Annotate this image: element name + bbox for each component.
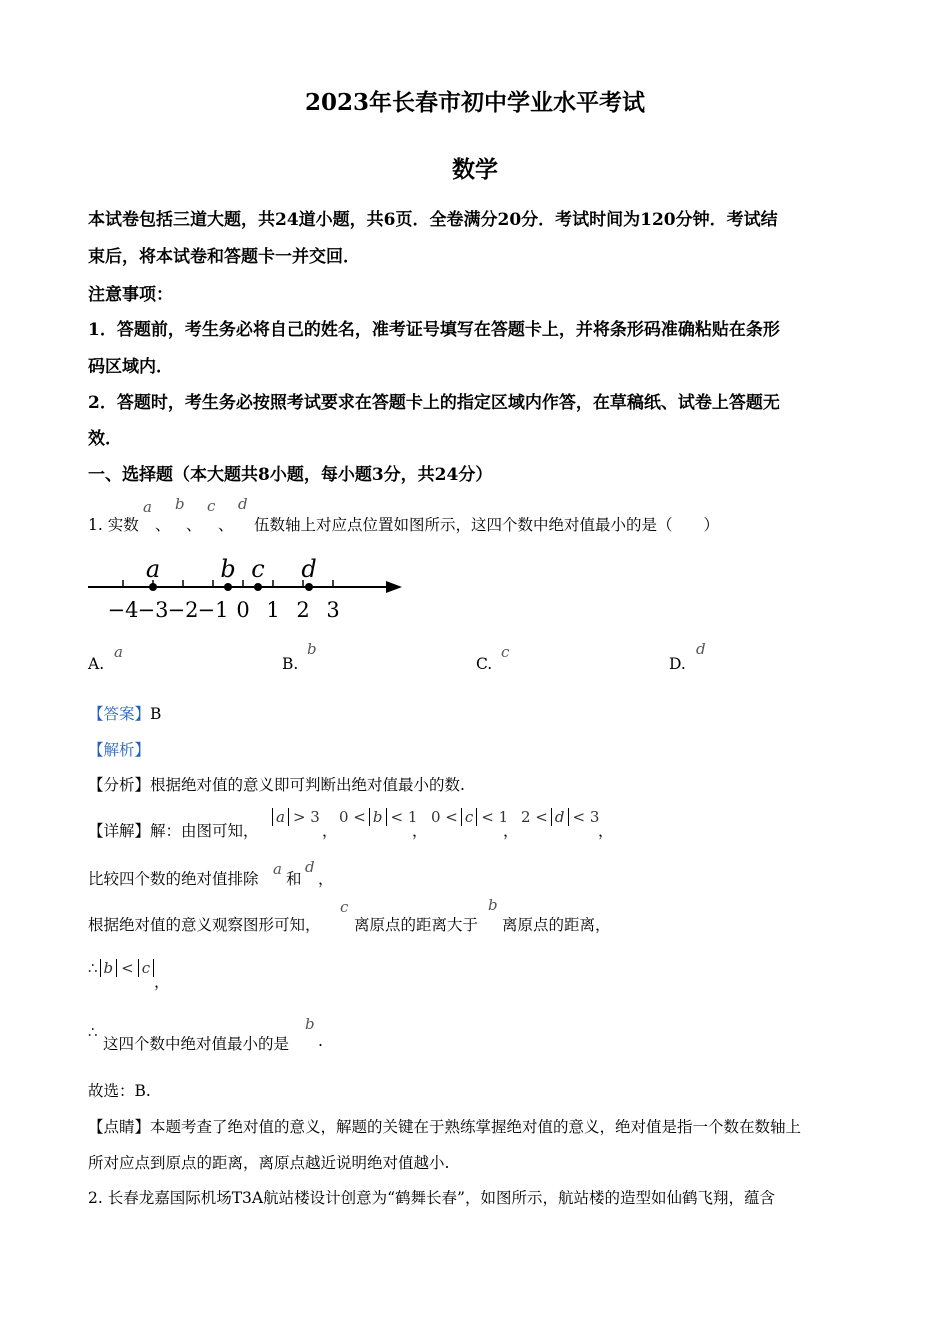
math-a-1: a — [272, 808, 285, 826]
math-lhs-3: 0 < — [431, 808, 458, 826]
q1-suffix: 伍数轴上对应点位置如图所示，这四个数中绝对值最小的是（ ） — [254, 516, 720, 534]
option-b-value: b — [307, 640, 317, 658]
exam-title: 2023年长春市初中学业水平考试 — [304, 89, 645, 116]
compare-lead: 比较四个数的绝对值排除 — [88, 870, 259, 888]
option-d[interactable] — [669, 655, 686, 673]
q1-var-b: b — [175, 495, 185, 513]
point-a — [149, 583, 157, 591]
math-b-1: b — [369, 808, 383, 826]
number-line-figure — [84, 552, 414, 628]
option-d-value: d — [696, 640, 706, 658]
comma-1: ， — [322, 822, 338, 840]
dianjing-line-2: 所对应点到原点的距离，离原点越近说明绝对值越小. — [88, 1154, 450, 1172]
tick-label-5: 1 — [266, 598, 280, 622]
intro-line-1: 本试卷包括三道大题，共24道小题，共6页．全卷满分20分．考试时间为120分钟．考试结 — [88, 210, 778, 230]
comma-3: ， — [503, 822, 519, 840]
subject-title: 数学 — [452, 156, 498, 183]
q1-var-a: a — [143, 498, 152, 516]
math-0-lt-abs-c-lt-1 — [431, 808, 508, 826]
math-c-2: c — [138, 959, 150, 977]
math-lhs-2: 0 < — [339, 808, 366, 826]
compare-end: ， — [318, 870, 334, 888]
analysis-tag: 【解析】 — [88, 741, 151, 759]
q1-sep-1: 、 — [155, 516, 171, 534]
option-a-value: a — [114, 643, 123, 661]
math-lhs-4: 2 < — [521, 808, 548, 826]
option-c[interactable] — [476, 655, 492, 673]
xiangjie-text: 解：由图可知， — [150, 822, 259, 840]
math-rel-4: < 3 — [572, 808, 600, 826]
option-b[interactable] — [282, 655, 298, 673]
observe-lead: 根据绝对值的意义观察图形可知， — [88, 916, 321, 934]
notice-2-line-2: 效． — [88, 429, 122, 449]
conclude-b: b — [305, 1015, 315, 1033]
notice-1-line-2: 码区域内． — [88, 357, 173, 377]
answer-tag: 【答案】 — [88, 705, 151, 723]
point-label-a: a — [145, 555, 161, 583]
q2-line-1: 2. 长春龙嘉国际机场T3A航站楼设计创意为“鹤舞长春”，如图所示，航站楼的造型如仙鹤飞翔，蕴含 — [88, 1189, 775, 1207]
answer-line — [88, 702, 161, 724]
dianjing-line-1 — [88, 1115, 801, 1137]
math-rel-3: < 1 — [481, 808, 509, 826]
therefore-symbol: ∴ — [88, 959, 98, 977]
option-c-value: c — [501, 643, 510, 661]
observe-c: c — [340, 898, 349, 916]
math-lt: < — [121, 959, 134, 977]
observe-b: b — [488, 896, 498, 914]
option-b-letter: B. — [282, 655, 299, 673]
comma-5: ， — [154, 973, 170, 991]
math-rel-1: > 3 — [292, 808, 320, 826]
point-label-b: b — [220, 555, 236, 583]
number-line-arrow-icon — [386, 581, 402, 593]
tick-label-0: −4 — [107, 598, 139, 622]
therefore-symbol-2: ∴ — [88, 1023, 98, 1041]
math-c-1: c — [461, 808, 473, 826]
answer-value: B — [150, 705, 162, 723]
math-0-lt-abs-b-lt-1 — [339, 808, 417, 826]
notice-1-line-1: 1．答题前，考生务必将自己的姓名，准考证号填写在答题卡上，并将条形码准确粘贴在条形 — [88, 320, 780, 340]
math-rel-2: < 1 — [390, 808, 418, 826]
observe-end: 离原点的距离， — [502, 916, 611, 934]
fenxi-text: 根据绝对值的意义即可判断出绝对值最小的数. — [150, 776, 465, 794]
tick-label-4: 0 — [236, 598, 250, 622]
compare-a: a — [273, 860, 282, 878]
final-answer: 故选：B. — [88, 1082, 151, 1100]
math-b-2: b — [100, 959, 114, 977]
fenxi-line — [88, 773, 465, 795]
point-label-d: d — [301, 555, 317, 583]
math-therefore-b-lt-c — [88, 959, 154, 977]
compare-and: 和 — [286, 870, 302, 888]
intro-line-2: 束后，将本试卷和答题卡一并交回． — [88, 247, 360, 267]
observe-mid: 离原点的距离大于 — [354, 916, 479, 934]
tick-label-3: −1 — [197, 598, 229, 622]
fenxi-tag: 【分析】 — [88, 776, 151, 794]
math-d-1: d — [551, 808, 565, 826]
xiangjie-tag: 【详解】 — [88, 822, 151, 840]
conclude-lead: 这四个数中绝对值最小的是 — [103, 1035, 290, 1053]
comma-4: ， — [598, 822, 614, 840]
option-d-letter: D. — [669, 655, 686, 673]
comma-2: ， — [412, 822, 428, 840]
math-2-lt-abs-d-lt-3 — [521, 808, 599, 826]
point-b — [224, 583, 232, 591]
math-abs-a-gt-3 — [272, 808, 320, 826]
tick-label-7: 3 — [326, 598, 340, 622]
point-d — [305, 583, 313, 591]
option-a-letter: A. — [88, 655, 105, 673]
q1-var-d: d — [238, 495, 248, 513]
point-c — [254, 583, 262, 591]
point-label-c: c — [251, 555, 265, 583]
section-1-heading: 一、选择题（本大题共8小题，每小题3分，共24分） — [88, 465, 493, 485]
q1-sep-3: 、 — [218, 516, 234, 534]
q1-prefix: 1. 实数 — [88, 516, 139, 534]
conclude-end: . — [318, 1032, 323, 1050]
q1-sep-2: 、 — [186, 516, 202, 534]
tick-label-1: −3 — [137, 598, 169, 622]
xiangjie-lead — [88, 819, 259, 841]
notice-heading: 注意事项： — [88, 285, 173, 305]
q1-var-c: c — [207, 497, 216, 515]
compare-d: d — [305, 858, 315, 876]
tick-label-2: −2 — [167, 598, 199, 622]
dianjing-text-1: 本题考查了绝对值的意义，解题的关键在于熟练掌握绝对值的意义，绝对值是指一个数在数轴上 — [150, 1118, 802, 1136]
option-a[interactable] — [88, 655, 104, 673]
notice-2-line-1: 2．答题时，考生务必按照考试要求在答题卡上的指定区域内作答，在草稿纸、试卷上答题无 — [88, 393, 780, 413]
dianjing-tag: 【点睛】 — [88, 1118, 151, 1136]
tick-label-6: 2 — [296, 598, 310, 622]
option-c-letter: C. — [476, 655, 493, 673]
